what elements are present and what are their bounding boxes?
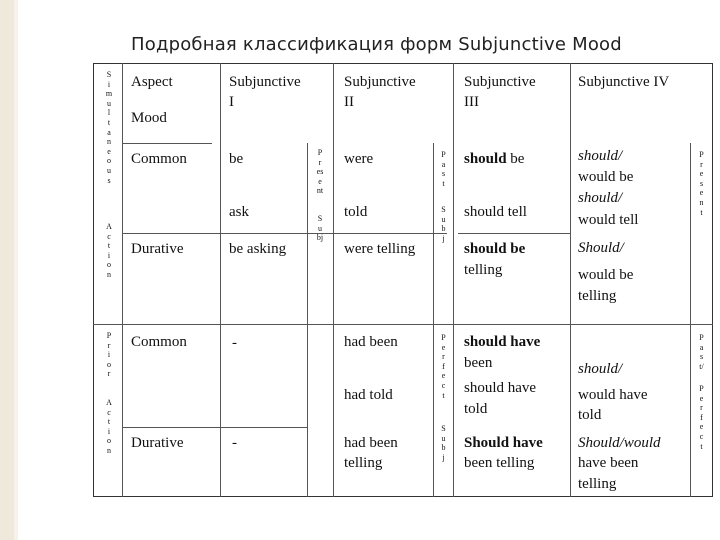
- s1-label-subj: S u bj: [316, 214, 324, 243]
- s2-were-telling: were telling: [344, 241, 416, 257]
- column-divider: [333, 63, 334, 497]
- header-subjunctive-4: Subjunctive IV: [578, 74, 670, 90]
- header-subjunctive-3: Subjunctive: [464, 74, 536, 90]
- s2-told: told: [344, 204, 368, 220]
- column-divider: [220, 63, 221, 497]
- s2-label-subj-top: S u b j: [441, 205, 446, 243]
- header-subjunctive-2-num: II: [344, 94, 354, 110]
- s1-ask: ask: [229, 204, 249, 220]
- s2-had-told: had told: [344, 387, 393, 403]
- s4-label-present: P r e s e n t: [699, 150, 704, 217]
- label-simultaneous: S i m u l t a n e o u s: [105, 70, 113, 185]
- s3-should-have-told: should have: [464, 380, 537, 396]
- s3-should-be: [464, 149, 524, 170]
- s4-r3c: told: [578, 407, 602, 423]
- s4-label-past: P a s t/: [699, 333, 704, 371]
- s1-be-asking: be asking: [229, 241, 287, 257]
- s4-label-perfect: P e r f e c t: [699, 384, 704, 451]
- header-subjunctive-2: Subjunctive: [344, 74, 416, 90]
- s3-should-have-been-telling: Should have: [464, 435, 543, 451]
- row-divider: [93, 324, 713, 325]
- row-divider: [122, 427, 307, 428]
- s4-r3b: would have: [578, 387, 648, 403]
- s2-label-past: P a s t: [441, 150, 446, 188]
- s2-had-been: had been: [344, 334, 398, 350]
- left-decorative-strip-light: [14, 0, 18, 540]
- row-common-1: Common: [131, 151, 187, 167]
- s3-been-telling: been telling: [464, 455, 535, 471]
- s1-label-present: P r es e nt: [316, 148, 324, 196]
- s2-telling: telling: [344, 455, 383, 471]
- s2-label-subj-bottom: S u b j: [441, 424, 446, 462]
- s3-should-be-telling: should be: [464, 241, 526, 257]
- column-divider: [122, 63, 123, 497]
- s3-should-have-been: should have: [464, 334, 541, 350]
- s3-told: told: [464, 401, 488, 417]
- s4-r1b: would be: [578, 169, 634, 185]
- s4-r4b: have been: [578, 455, 639, 471]
- s4-r1c: should/: [578, 190, 623, 206]
- s4-r2b: would be: [578, 267, 634, 283]
- s1-dash-common: -: [232, 335, 237, 351]
- s1-dash-durative: -: [232, 435, 237, 451]
- s1-be: be: [229, 151, 244, 167]
- row-divider: [458, 233, 570, 234]
- s3-been: been: [464, 355, 493, 371]
- header-aspect: Aspect: [131, 74, 173, 90]
- header-mood: Mood: [131, 110, 167, 126]
- s2-had-been-2: had been: [344, 435, 398, 451]
- header-subjunctive-3-num: III: [464, 94, 479, 110]
- header-subjunctive-1: Subjunctive: [229, 74, 301, 90]
- s4-r4a: Should/would: [578, 435, 661, 451]
- page-title: [131, 34, 622, 55]
- label-prior: P r i o r: [106, 331, 112, 379]
- row-common-2: Common: [131, 334, 187, 350]
- s4-r1d: would tell: [578, 212, 639, 228]
- row-divider: [122, 233, 447, 234]
- s3-be: be: [506, 151, 525, 167]
- column-divider: [307, 143, 308, 497]
- s2-label-perfect: P e r f e c t: [441, 333, 446, 400]
- row-durative-1: Durative: [131, 241, 184, 257]
- header-subjunctive-1-num: I: [229, 94, 234, 110]
- column-divider: [570, 63, 571, 497]
- left-decorative-strip: [0, 0, 14, 540]
- s4-r2c: telling: [578, 288, 617, 304]
- s3-should-tell: should tell: [464, 204, 527, 220]
- row-durative-2: Durative: [131, 435, 184, 451]
- s4-r3a: should/: [578, 361, 623, 377]
- s3-should-bold: should: [464, 151, 507, 167]
- column-divider: [453, 63, 454, 497]
- title-emphasis: Subjunctive Mood: [458, 34, 622, 55]
- s4-r4c: telling: [578, 476, 617, 492]
- s3-telling: telling: [464, 262, 503, 278]
- column-divider: [433, 143, 434, 497]
- title-prefix: Подробная классификация форм: [131, 34, 459, 55]
- label-action-2: A c t i o n: [106, 398, 112, 455]
- label-action-1: A c t i o n: [106, 222, 112, 279]
- row-divider: [122, 143, 212, 144]
- column-divider: [690, 143, 691, 497]
- s4-r2a: Should/: [578, 240, 624, 256]
- s2-were: were: [344, 151, 374, 167]
- s4-r1a: should/: [578, 148, 623, 164]
